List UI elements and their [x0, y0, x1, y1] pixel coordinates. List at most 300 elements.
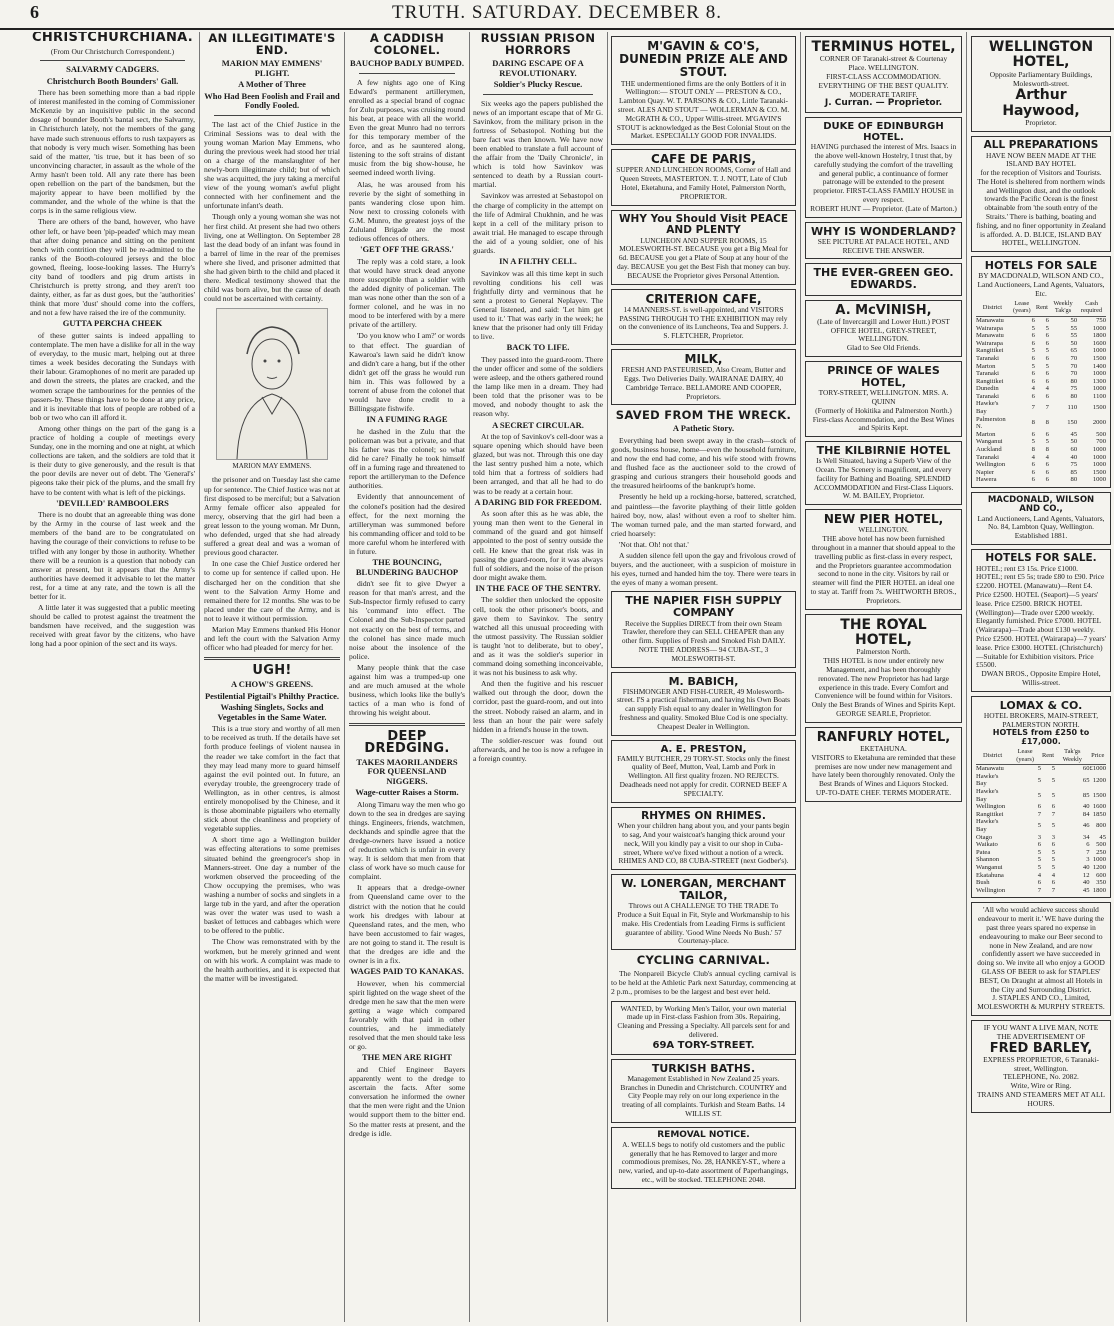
table-cell: Bush — [976, 879, 990, 887]
table-cell: Shannon — [976, 856, 1000, 864]
table-row — [976, 879, 1106, 887]
hotels-table-1 — [976, 299, 1106, 484]
ad-subtitle: EKETAHUNA. — [860, 744, 907, 754]
ad-text: THE above hotel has now been furnished throughout in a manner that should appeal to the travelling public as first-class in every respect, and the Proprietors guarantee accommodation second to none in the city. Visitors by rail or steamer will find the PIER HOTEL an ideal one to stay at. Tariff from 7s. WHITWORTH BROS., Proprietors. — [810, 534, 957, 605]
table-cell: 4 — [1045, 385, 1049, 393]
table-row — [976, 316, 1106, 324]
article-paragraph: There is no doubt that an agreeable thing was done by the Army in the course of last week and the members of the band are to be congratulated on having the courage of their convictions to refuse to be trifled with any longer by those in authority. Whether there will be a reunion is a question that nobody can answer at present, but it appears that the Army's authorities have deemed it advisable to let the matter rest, for a time at any rate, and the town is all the better for it. — [30, 510, 195, 601]
ad-post-office-hotel — [805, 300, 962, 357]
table-cell: 6 — [1045, 377, 1049, 385]
table-cell: 65 — [1070, 347, 1078, 355]
table-cell: 80 — [1070, 377, 1078, 385]
table-cell: 6 — [1031, 468, 1035, 476]
table-row — [976, 446, 1106, 454]
article-headline: DEEP DREDGING. — [364, 728, 450, 756]
ad-wellington-hotel — [971, 36, 1111, 132]
article-paragraph: Everything had been swept away in the crash—stock of goods, business house, home—even the household furniture, and now the end had come, and his wife stood with frowns and flushed face as the auctioneer sold to the crowd of grasping and curious strangers their household goods and the treasured heirlooms of the bankrupt's home. — [611, 435, 796, 491]
article-subheading: GUTTA PERCHA CHEEK — [62, 318, 163, 329]
table-cell: 6 — [1037, 803, 1042, 811]
ad-footer: UP-TO-DATE CHEF. TERMS MODERATE. — [815, 788, 952, 798]
table-cell: 75 — [1070, 461, 1078, 469]
ad-text: THIS HOTEL is now under entirely new Management, and has been thoroughly renovated. The new Proprietor has had large experience in this trade. Every Comfort and Convenience will be found within for Visitors. Only the Best Brands of Wines and Spirits Kept. — [811, 656, 956, 710]
column-advertisements-2 — [805, 32, 962, 1322]
table-cell: Manawatu — [976, 765, 1004, 773]
table-row — [976, 454, 1106, 462]
table-cell: 50 — [1070, 339, 1078, 347]
table-cell: 5 — [1031, 438, 1035, 446]
table-row — [976, 856, 1106, 864]
ad-title: W. LONERGAN, MERCHANT TAILOR, — [621, 877, 786, 903]
article-paragraph: Among other things on the part of the gang is a practice of holding a couple of meetings every Sunday, one in the morning and one at night, at which collections are taken, and the soldiers are told that it is their duty to give generously, and the result is that the poor devils are never out of debt. The 'General's' pigeons take their pick of the plums, and the small fry have to be content with what is left of the pickings. — [30, 423, 195, 497]
table-cell: Taranaki — [976, 370, 999, 378]
table-cell: 6 — [1031, 430, 1035, 438]
ad-title: RANFURLY HOTEL, — [816, 729, 951, 745]
article-subheading: A DARING BID FOR FREEDOM. — [474, 496, 602, 507]
article-byline: (From Our Christchurch Correspondent.) — [50, 47, 175, 56]
article-paragraph: At the top of Savinkov's cell-door was a square opening which should have been glazed, but was not. Through this one day the last sentry pushed him a note, which told him that a fortress of soldiers had been arranged, and that all he had to do was to be ready at a certain hour. — [473, 432, 603, 496]
ad-text: SUPPER AND LUNCHEON ROOMS, Corner of Hall and Queen Streets, MASTERTON. T. J. NOTT, Late of Club Hotel, Eketahuna, and Family Hotel, Palmerston North, PROPRIETOR. — [616, 165, 791, 201]
table-cell: 1000 — [1092, 856, 1106, 864]
ad-title: THE ROYAL HOTEL, — [840, 616, 927, 648]
article-paragraph: The soldier then unlocked the opposite cell, took the other prisoner's boots, and gave them to Savinkov. The sentry watched all this unusual proceeding with the utmost passivity. The Russian soldier is taught 'not to deliberate, but to obey', and as it was the soldier's superior in command doing something inconceivable, it was not his business to ask why. — [473, 595, 603, 678]
table-cell: Waikato — [976, 841, 998, 849]
table-row — [976, 887, 1106, 895]
table-cell: 1000 — [1092, 446, 1106, 454]
table-row — [976, 461, 1106, 469]
table-cell: 6 — [1045, 468, 1049, 476]
article-paragraph: This is a true story and worthy of all men to be received as truth. If the details have set forth produce feelings of violent nausea in the reader we take comfort in the fact that they may lead many more to guard himself against the evil pointed out. In future, an everyday trouble, the greengrocery trade of Wellington, as in other centres, is almost entirely monopolised by the Chinese, and it is those abominable pigtailers who eternally stick about the cleanliness and propriety of vegetable supplies. — [204, 724, 340, 834]
table-cell: 6 — [1051, 803, 1056, 811]
article-paragraph: Marion May Emmens thanked His Honor and left the court with the Salvation Army officer who had pleaded for mercy for her. — [204, 624, 340, 653]
table-cell: 1800 — [1092, 332, 1106, 340]
table-row — [976, 788, 1106, 803]
hotels-table-2 — [976, 747, 1106, 894]
ad-kilbirnie-hotel — [805, 441, 962, 505]
ad-address: 69A TORY-STREET. — [652, 1039, 755, 1051]
article-subheading: THE BOUNCING, BLUNDERING BAUCHOP — [355, 557, 459, 577]
table-row — [976, 476, 1106, 484]
article-subheading: BACK TO LIFE. — [506, 342, 570, 353]
table-cell: Rangitikei — [976, 810, 1004, 818]
table-cell: 6 — [1031, 316, 1035, 324]
article-paragraph: A little later it was suggested that a public meeting should be called to protest against the treatment the bandsmen have received, and the suggestion was received with great favor by the citizens, who have long had a poor opinion of the sect and its ways. — [30, 603, 195, 649]
table-row — [976, 416, 1106, 431]
ad-peace-and-plenty — [611, 210, 796, 285]
table-header: Rent — [1041, 747, 1055, 765]
table-cell: Marton — [976, 362, 996, 370]
table-row — [976, 431, 1106, 439]
article-paragraph: As soon after this as he was able, the young man then went to the General in command of the guard and got himself appointed to the post of sentry outside the cell. He knew that the great risk was in passing the guard-room, for it was always full of soldiers, and the noise of the prison door might awake them. — [473, 509, 603, 582]
ad-subtitle: HOTEL BROKERS, MAIN-STREET, PALMERSTON NORTH. — [983, 710, 1099, 729]
table-cell: Hawke's Bay — [976, 400, 999, 416]
table-cell: 6 — [1031, 377, 1035, 385]
table-cell: 40 — [1082, 863, 1090, 871]
article-subheading: A Pathetic Story. — [672, 423, 735, 434]
ad-proprietor: ROBERT HUNT — Proprietor. (Late of Marton.) — [810, 203, 957, 213]
table-header: Lease (years) — [1009, 747, 1041, 765]
ad-proprietor-role: Proprietor. — [1025, 118, 1057, 128]
table-cell: Wanganui — [976, 438, 1003, 446]
table-cell: Wellington — [976, 886, 1006, 894]
ad-geo-edwards — [805, 263, 962, 295]
ad-title: MILK, — [684, 351, 723, 366]
table-cell: 700 — [1096, 438, 1106, 446]
article-subheading: IN THE FACE OF THE SENTRY. — [475, 582, 601, 593]
table-row — [976, 363, 1106, 371]
table-cell: 2000 — [1092, 419, 1106, 427]
table-header: District — [976, 747, 1009, 765]
ad-text: Land Auctioneers, Land Agents, Valuators, No. 84, Lambton Quay, Wellington. Established 1881. — [977, 513, 1105, 541]
table-cell: Otago — [976, 833, 993, 841]
table-cell: Wanganui — [976, 863, 1003, 871]
table-cell: 1400 — [1092, 362, 1106, 370]
table-cell: 5 — [1051, 791, 1056, 799]
table-cell: 70 — [1070, 354, 1078, 362]
table-cell: 5 — [1031, 324, 1035, 332]
table-row — [976, 340, 1106, 348]
table-cell: 1300 — [1092, 377, 1106, 385]
table-cell: 6 — [1086, 841, 1090, 849]
ad-rhimes — [611, 807, 796, 871]
table-cell: 5 — [1051, 776, 1056, 784]
ad-wonderland — [805, 222, 962, 260]
table-header: Lease (years) — [1009, 299, 1035, 317]
column-rule — [607, 32, 608, 1322]
table-cell: Taranaki — [976, 354, 999, 362]
table-cell: 45 — [1099, 833, 1106, 841]
article-paragraph: Along Timaru way the men who go down to the sea in dredges are saying things. Engineers, friends, watchmen, deckhands and spindle agree that the dredge-owners have issued a notice of reduction which is unfair in every way. It is seldom that men from that class of work have so much cause for complaint. — [349, 799, 465, 882]
ad-text: Is Well Situated, having a Superb View of the Ocean. The Scenery is magnificent, and every facility for Bathing and Boating. SPLENDID ACCOMMODATION and First-Class Liquors. W. M. BAILEY, Proprietor. — [813, 456, 954, 501]
table-cell: 5 — [1051, 848, 1056, 856]
table-cell: 6 — [1045, 461, 1049, 469]
article-subheading: Soldier's Plucky Rescue. — [493, 79, 583, 89]
ad-text: WANTED, by Working Men's Tailor, your own material made up in First-class Fashion from 30s. Repairing, Cleaning and Pressing a Specialty. All parcels sent for and delivered. — [617, 1003, 790, 1039]
table-cell: 65 — [1082, 776, 1090, 784]
table-cell: 6 — [1031, 392, 1035, 400]
table-cell: 6 — [1031, 370, 1035, 378]
table-cell: 6 — [1051, 879, 1056, 887]
ad-hotels-for-sale-dwan — [971, 549, 1111, 692]
table-cell: Hawke's Bay — [976, 818, 999, 833]
table-cell: 60 — [1070, 446, 1078, 454]
ad-royal-hotel — [805, 614, 962, 723]
table-cell: 4 — [1045, 453, 1049, 461]
article-paragraph: Presently he held up a rocking-horse, battered, scratched, and paintless—the favorite plaything of their little golden haired boy, now, alas! without even a roof to shelter him. The woman turned pale, and the man started forward, and cried hoarsely: — [611, 492, 796, 538]
ad-fred-barley — [971, 1020, 1111, 1113]
ad-title: A. McVINISH, — [835, 302, 932, 318]
ad-island-bay-hotel — [971, 136, 1111, 252]
table-row — [976, 773, 1106, 788]
table-cell: Wellington — [976, 461, 1006, 469]
table-cell: 5 — [1031, 347, 1035, 355]
table-row — [976, 378, 1106, 386]
table-cell: 5 — [1045, 347, 1049, 355]
table-cell: 5 — [1045, 362, 1049, 370]
table-cell: 1500 — [1092, 354, 1106, 362]
table-cell: 50 — [1070, 438, 1078, 446]
table-cell: Dunedin — [976, 385, 999, 393]
table-cell: 5 — [1051, 856, 1056, 864]
ad-title: TERMINUS HOTEL, — [811, 39, 956, 55]
table-cell: 3 — [1086, 856, 1090, 864]
table-cell: 500 — [1096, 841, 1106, 849]
ad-title: WELLINGTON HOTEL, — [988, 39, 1094, 71]
column-rule — [344, 32, 345, 1322]
ad-subtitle: TORY-STREET, WELLINGTON. MRS. A. QUINN — [818, 388, 949, 406]
table-cell: 1200 — [1092, 863, 1106, 871]
table-header: Tak'gs Weekly — [1055, 747, 1089, 765]
table-cell: 1600 — [1092, 339, 1106, 347]
table-cell: 7 — [1045, 404, 1049, 412]
ad-title: WHY You Should Visit PEACE AND PLENTY — [618, 212, 789, 237]
ad-new-pier-hotel — [805, 509, 962, 609]
ad-text: FAMILY BUTCHER, 29 TORY-ST. Stocks only the finest quality of Beef, Mutton, Veal, Lamb and Pork in Wellington. All first quality frozen. NO REJECTS. Deadheads need not apply for credit. CORNED BEEF A SPECIALTY. — [617, 753, 790, 798]
masthead-title: TRUTH. SATURDAY. DECEMBER 8. — [392, 2, 722, 23]
table-cell: 4 — [1031, 385, 1035, 393]
table-cell: 1000 — [1092, 370, 1106, 378]
page-number: 6 — [30, 2, 39, 22]
table-cell: 4 — [1037, 871, 1042, 879]
ad-text: 14 MANNERS-ST. is well-appointed, and VISITORS PASSING THROUGH TO THE EXHIBITION may rely on the convenience of its Luncheons, Tea and Suppers. J. S. FLETCHER, Proprietor. — [619, 304, 788, 341]
ad-subtitle: (Late of Invercargill and Lower Hutt.) POST OFFICE HOTEL, GREY-STREET, WELLINGTON. — [817, 316, 950, 344]
table-cell: 6 — [1031, 339, 1035, 347]
table-cell: 750 — [1096, 316, 1106, 324]
table-cell: Wellington — [976, 803, 1006, 811]
table-row — [976, 370, 1106, 378]
article-headline: CHRISTCHURCHIANA. — [31, 32, 194, 45]
ad-text: for the reception of Visitors and Tourists. The Hotel is sheltered from northern winds and Wellington dust, and the outlook towards the Pacific Ocean is the finest obtainable from 'the south entry of the Straits.' There is bathing, boating and fishing, and no finer opportunity in Zealand is afforded. A. D. BLICE, ISLAND BAY HOTEL, WELLINGTON. — [976, 168, 1106, 248]
article-paragraph: The reply was a cold stare, a look that would have struck dead anyone more susceptible than a soldier with the added dignity of policeman. The man was none other than the son of a former colonel, and he was in no mood to be interfered with by a mere private of the artillery. — [349, 256, 465, 330]
divider — [349, 723, 465, 726]
article-paragraph: Evidently that announcement of the colonel's position had the desired effect, for the next morning the artilleryman was summoned before his commanding officer and told to be more careful whom he interfered with in future. — [349, 492, 465, 556]
ad-title: CRITERION CAFE, — [645, 291, 762, 306]
ad-proprietor: DWAN BROS., Opposite Empire Hotel, Willis-street. — [981, 669, 1101, 687]
table-cell: 110 — [1067, 404, 1078, 412]
article-paragraph: Six weeks ago the papers published the news of an important escape that of Mr G. Savinkov, from the military prison in the fortress of Sebastopol. Nothing but the bare fact was then known. We have now been enabled to translate a full account of the affair from the 'Daily Chronicle', in which is told how Savinkov was sentenced to death by a Russian court-martial. — [473, 98, 603, 190]
table-cell: 1000 — [1092, 476, 1106, 484]
table-row — [976, 872, 1106, 880]
ad-title: HOTELS FOR SALE — [984, 259, 1098, 273]
article-paragraph: However, when his commercial spirit lighted on the wage sheet of the dredge men he saw that the men were getting a wage which compared favorably with that paid in other countries, and he immediately resolved that the men should take less or go. — [349, 978, 465, 1052]
table-cell: Manawatu — [976, 332, 1004, 340]
ad-title: DUKE OF EDINBURGH HOTEL. — [823, 121, 944, 144]
ad-text: HOTELS from £250 to £17,000. — [992, 728, 1090, 747]
ad-terminus-hotel — [805, 36, 962, 113]
article-headline: CYCLING CARNIVAL. — [636, 953, 771, 968]
ad-subtitle: EXPRESS PROPRIETOR, 6 Taranaki-street, Wellington. — [983, 1054, 1099, 1073]
table-cell: Wairarapa — [976, 339, 1003, 347]
table-cell: 5 — [1051, 822, 1056, 830]
ad-macdonald-wilson — [971, 492, 1111, 545]
article-paragraph: and Chief Engineer Bayers apparently went to the dredge to ascertain the facts. After some conversation he informed the owner that the men were right and the Union would support them to the bitter end. So the matter rests at present, and the dredge is idle. — [349, 1064, 465, 1138]
ad-proprietor-name: Arthur Haywood, — [1002, 87, 1080, 119]
table-cell: 1000 — [1092, 347, 1106, 355]
table-row — [976, 811, 1106, 819]
ad-tailor — [611, 1001, 796, 1055]
table-cell: 3 — [1037, 833, 1042, 841]
column-caddish-colonel — [349, 32, 465, 1322]
ad-subtitle: CORNER OF Taranaki-street & Courtenay Place. WELLINGTON. — [819, 54, 948, 73]
ad-text: HOTEL; rent £3 15s. Price £1000. HOTEL; rent £5 5s; trade £80 to £90. Price £2200. HOTEL (Manawatu)—Rent £4. Price £2500. HOTEL (Seaport)—5 years' lease. Price £2500. BRICK HOTEL (Wellington)—Trade over £200 weekly. Elegantly furnished. Price £7000. HOTEL (Wairarapa)—Trade about £130 weekly. Price £2500. HOTEL (Wairarapa)—7 years' lease. Price £3000. HOTEL (Christchurch)—Suitable for Exhibition visitors. Price £5500. — [976, 563, 1106, 670]
article-paragraph: The Nonpareil Bicycle Club's annual cycling carnival is to be held at the Athletic Park next Saturday, commencing at 2 p.m., promises to be the largest and best ever held. — [611, 969, 796, 997]
ad-title: M'GAVIN & CO'S, DUNEDIN PRIZE ALE AND STOUT. — [619, 39, 788, 80]
divider — [359, 73, 455, 74]
table-cell: 5 — [1037, 822, 1042, 830]
table-cell: Hawke's Bay — [976, 788, 999, 803]
article-headline: UGH! — [252, 663, 292, 679]
table-cell: Auckland — [976, 446, 1002, 454]
column-russian-prison — [473, 32, 603, 1322]
table-cell: 50 — [1070, 316, 1078, 324]
ad-staples-beer — [971, 902, 1111, 1016]
column-christchurchiana — [30, 32, 195, 1322]
table-cell: 6 — [1045, 354, 1049, 362]
table-row — [976, 864, 1106, 872]
article-subheading: A SECRET CIRCULAR. — [492, 419, 584, 430]
article-paragraph: The soldier-rescuer was found out afterwards, and he too is now a refugee in a foreign country. — [473, 735, 603, 763]
article-paragraph: of these gutter saints is indeed appalling to contemplate. The men have a dislike for all in the way of everyday, to the music mart, helping out at three times a week besides decorating the Sundays with their labour. Gramophones of no merit are paraded up and down the streets, the plates are cracked, and the women scrape the tambourines for the pennies of the passers-by. These things have to be done at any price, and it is inevitable that lots of people are robbed of a bob or two who can ill afford it. — [30, 330, 195, 422]
table-cell: 7 — [1037, 810, 1042, 818]
article-paragraph: didn't see fit to give Dwyer a reason for that man's arrest, and the Sub-Inspector firmly refused to carry his 'command' into effect. The Colonel and the Sub-Inspector parted not exactly on the best of terms, and the colonel has since made much noise about the insolence of the police. — [349, 579, 465, 661]
ad-text: Throws out A CHALLENGE TO THE TRADE To Produce a Suit Equal in Fit, Style and Workmanship to his make. His Credentials from Leading Firms is sufficient guarantee of ability. 'Good Wine Needs No Bush.' 57 Courtenay-place. — [617, 901, 790, 946]
divider — [483, 94, 593, 95]
table-row — [976, 834, 1106, 842]
table-cell: 6 — [1037, 879, 1042, 887]
table-row — [976, 765, 1106, 773]
table-row — [976, 841, 1106, 849]
table-cell: 7 — [1086, 848, 1090, 856]
table-cell: 8 — [1031, 419, 1035, 427]
table-cell: 5 — [1037, 776, 1042, 784]
article-paragraph: There are others of the band, however, who have other left, or have been 'pip-peaded' which may mean that after doing penance and sitting on the penitent bench with contrition they will be re-admitted to the ranks of the Booth-coloured jerseys and the bloc gowned, fleeing, loose-looking lasses. The Hurry's city band of toodlers and pig drum artists in Christchurch is pretty strong, and they aren't too dainty, either, as far as dust goes, but the 'authorities' think that more 'dust' should come into the coffers, and not a few have raised the ire of the community. — [30, 217, 195, 318]
table-cell: 40 — [1082, 879, 1090, 887]
ad-text: Receive the Supplies DIRECT from their own Steam Trawler, therefore they can SELL CHEAPER than any other firm. Supplies of Fresh and Smoked Fish DAILY. NOTE THE ADDRESS— 94 CUBA-ST., 3 MOLESWORTH-ST. — [621, 618, 786, 663]
table-cell: 7 — [1031, 404, 1035, 412]
table-cell: 6 — [1031, 476, 1035, 484]
table-cell: Manawatu — [976, 316, 1004, 324]
ad-text: Glad to See Old Friends. — [846, 343, 921, 353]
table-cell: Marton — [976, 430, 996, 438]
table-cell: 1850 — [1092, 810, 1106, 818]
article-paragraph: There has been something more than a bad ripple of interest manifested in the coming of Commissioner McKenzie by an inquisitive public in the second dosage of bounder Booth's bantal sect, the Salvarmy, in Christchurch lately, not the members of the gang have made such strenuous efforts to rush taxpayers as that nobody is very much wiser. Something has been said of the matter, 'tis true, but it has been of so unconvincing character, in assault as the whole of the Army hasn't been told. All any rate there has been open rebellion on the part of the bandsmen, but the majority appear to have been mollified by the commander, and the whole of the whine is that the corps is in the same religious view. — [30, 88, 195, 216]
table-header: Weekly Tak'gs — [1049, 299, 1077, 317]
table-row — [976, 393, 1106, 401]
table-cell: 1800 — [1092, 886, 1106, 894]
article-paragraph: Savinkov was all this time kept in such revolting conditions his cell was frightfully dirty and verminous that he sent a protest to General Neplayev. The General listened, and said: 'Let him get used to it.' That was early in the week; he knew that the prisoner had only till Friday to live. — [473, 268, 603, 342]
ad-hotels-for-sale-macdonald — [971, 256, 1111, 488]
article-paragraph: The last act of the Chief Justice in the Criminal Sessions was to deal with the young woman Marion May Emmens, who during the previous week had stood her trial on a charge of the manslaughter of her newly-born illegitimate child; but of which she was acquitted, the jury taking a merciful view of the young woman's awful plight connected with her confinement and the unfortunate infant's death. — [204, 119, 340, 211]
table-cell: Hawera — [976, 476, 997, 484]
ad-ranfurly-hotel — [805, 727, 962, 802]
article-subheading: IN A FUMING RAGE — [366, 414, 448, 425]
table-cell: Taranaki — [976, 392, 999, 400]
article-headline: RUSSIAN PRISON HORRORS — [480, 32, 596, 57]
table-row — [976, 400, 1106, 415]
table-cell: 85 — [1082, 791, 1090, 799]
table-cell: 5 — [1031, 362, 1035, 370]
article-subheading: THE MEN ARE RIGHT — [362, 1052, 452, 1063]
ad-removal-notice — [611, 1127, 796, 1189]
table-cell: 1500 — [1092, 468, 1106, 476]
ad-proprietor: J. STAPLES AND CO., Limited, MOLESWORTH & MURPHY STREETS. — [977, 993, 1105, 1012]
table-cell: 70 — [1070, 362, 1078, 370]
table-cell: 6 — [1045, 392, 1049, 400]
ad-title: NEW PIER HOTEL, — [823, 512, 944, 527]
table-cell: 55 — [1070, 332, 1078, 340]
ad-proprietor: GEORGE SEARLE, Proprietor. — [836, 708, 931, 718]
article-paragraph: A short time ago a Wellington builder was effecting alterations to some premises situated behind the greengrocer's shop in Manners-street. One day a number of the workmen observed the proceeding of the Chow occupying the premises, who was washing a number of socks and singlets in a large tub in the yard, and after the operation was over the water was used to wash a basket of lettuces and cabbages which were to be offered to the public. — [204, 835, 340, 936]
ad-title: THE NAPIER FISH SUPPLY COMPANY — [625, 594, 782, 620]
ad-title: LOMAX & CO. — [999, 698, 1083, 712]
table-cell: 1000 — [1092, 461, 1106, 469]
table-cell: 8 — [1045, 419, 1049, 427]
portrait-illustration — [216, 308, 328, 460]
column-illegitimate — [204, 32, 340, 1322]
table-cell: Taranaki — [976, 453, 999, 461]
article-headline: SAVED FROM THE WRECK. — [615, 408, 792, 423]
ad-phone: TELEPHONE, No. 2082. — [1003, 1072, 1079, 1082]
article-subheading: BAUCHOP BADLY BUMPED. — [350, 58, 464, 68]
table-row — [976, 849, 1106, 857]
table-cell: 350 — [1096, 879, 1106, 887]
table-header: Price — [1089, 747, 1106, 765]
table-cell: £1000 — [1089, 765, 1106, 773]
table-cell: Rangitikei — [976, 377, 1004, 385]
ad-title: THE EVER-GREEN GEO. EDWARDS. — [813, 266, 954, 292]
ad-proprietor: J. Curran. — Proprietor. — [824, 98, 943, 109]
article-subheading: A Mother of Three — [238, 79, 306, 89]
table-cell: Palmerston N. — [976, 415, 1006, 431]
table-cell: 8 — [1045, 446, 1049, 454]
table-cell: 6 — [1045, 339, 1049, 347]
table-cell: 70 — [1070, 370, 1078, 378]
table-row — [976, 818, 1106, 833]
table-cell: 45 — [1070, 430, 1078, 438]
table-cell: 40 — [1082, 803, 1090, 811]
ad-title: RHYMES ON RHIMES. — [641, 809, 766, 822]
ad-write: Write, Wire or Ring. — [1010, 1081, 1072, 1091]
divider — [40, 60, 185, 61]
article-paragraph: It appears that a dredge-owner from Queensland came over to the district with the notion that he could work his dredges with labour at Queensland rates, and the men, who have been accustomed to fair wages, are not going to stand it. The result is that the dredges are idle and the owner is in a fix. — [349, 883, 465, 966]
ad-text: THE undermentioned firms are the only Bottlers of it in Wellington:— STOUT ONLY — PRESTON & CO., Lambton Quay. W. T. PARSONS & CO., Little Taranaki-street. ALES AND STOUT — WOLLERMAN & CO. M. McGRATH & CO., Upper Willis-street. M'GAVIN'S STOUT is acknowledged as the Best Colonial Stout on the Market. ESPECIALLY GOOD FOR INVALIDS. — [616, 78, 791, 141]
ad-title: TURKISH BATHS. — [651, 1061, 756, 1075]
article-paragraph: The Chow was remonstrated with by the workmen, but he merely grinned and went on with his work. A complaint was made to the health authorities, and it is expected that the matter will be investigated. — [204, 937, 340, 983]
table-cell: 1500 — [1092, 791, 1106, 799]
ad-title: A. E. PRESTON, — [660, 743, 747, 755]
table-cell: 34 — [1082, 833, 1090, 841]
article-paragraph: Alas, he was aroused from his reverie by the sight of something in pants wandering close upon him. Now next to crossing colonels with G.M. Munro, the greatest joys of the Zululand Brigade are the most tedious offences of others. — [349, 179, 465, 244]
ad-mgavin-ale — [611, 36, 796, 145]
article-subheading: SALVARMY CADGERS. — [66, 64, 159, 75]
ad-footer: TRAINS AND STEAMERS MET AT ALL HOURS. — [976, 1089, 1106, 1108]
ad-text: 'All who would achieve success should endeavour to merit it.' WE have during the past three years spared no expense in endeavouring to make our Beer second to none in New Zealand, and are now confidently assert we have succeeded in doing so. We invite all who enjoy a GOOD GLASS OF BEER to ask for STAPLES' BEST, On Draught at almost all Hotels in the City and Surrounding District. — [977, 905, 1105, 994]
ad-subtitle: BY MACDONALD, WILSON AND CO., Land Auctioneers, Land Agents, Valuators, Etc. — [977, 271, 1105, 298]
article-headline: A CADDISH COLONEL. — [369, 32, 445, 57]
ad-title: THE KILBIRNIE HOTEL — [816, 444, 951, 458]
masthead — [0, 0, 1114, 30]
table-row — [976, 803, 1106, 811]
table-cell: 5 — [1037, 863, 1042, 871]
table-cell: 6 — [1037, 841, 1042, 849]
table-cell: 4 — [1031, 453, 1035, 461]
ad-title: PRINCE OF WALES HOTEL, — [827, 364, 940, 390]
ad-criterion-cafe — [611, 289, 796, 345]
ad-text: A. WELLS begs to notify old customers and the public generally that he has Removed to larger and more commodious premises, No. 28, HANKEY-ST., where a new, varied, and up-to-date assortment of Paperhangings, etc., will be stocked. TELEPHONE 2048. — [618, 1139, 789, 1184]
table-cell: 250 — [1096, 848, 1106, 856]
article-subheading: Wage-cutter Raises a Storm. — [355, 787, 459, 797]
ad-title: HOTELS FOR SALE. — [985, 552, 1097, 565]
table-cell: 6 — [1045, 332, 1049, 340]
